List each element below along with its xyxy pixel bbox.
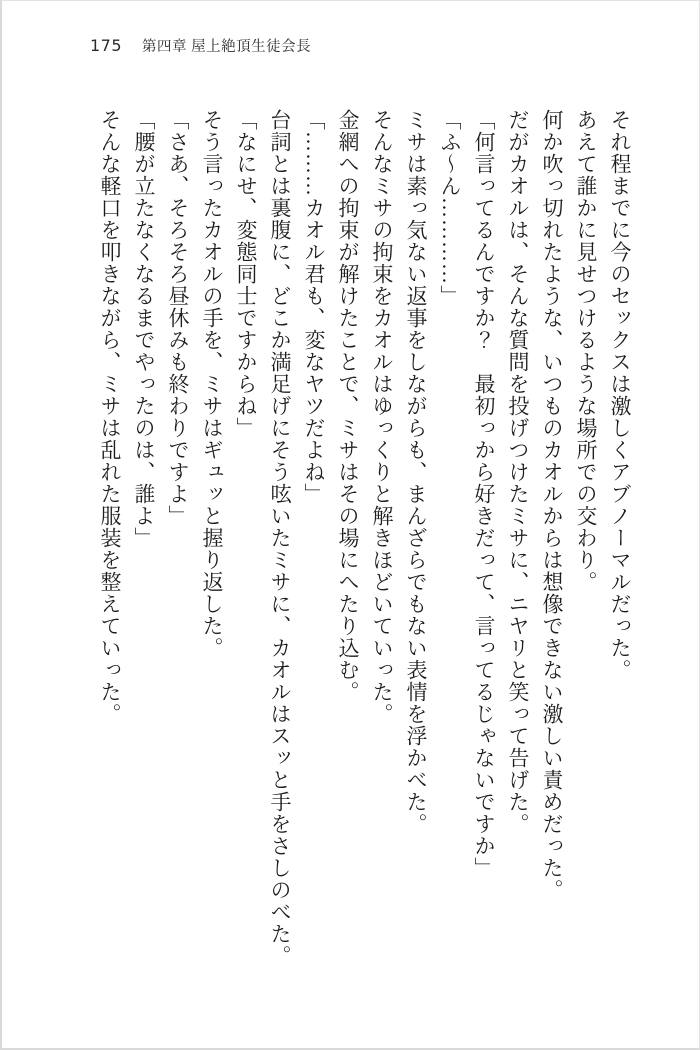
paragraph: 金網への拘束が解けたことで、ミサはその場にへたり込む。 bbox=[336, 109, 360, 703]
paragraph: そんなミサの拘束をカオルはゆっくりと解きほどいていった。 bbox=[370, 109, 394, 725]
paragraph: 「さあ、そろそろ昼休みも終わりですよ」 bbox=[166, 109, 190, 527]
paragraph: そう言ったカオルの手を、ミサはギュッと握り返した。 bbox=[200, 109, 224, 659]
paragraph: 「………カオル君も、変なヤツだよね」 bbox=[302, 109, 326, 505]
paragraph: 「なにせ、変態同士ですからね」 bbox=[234, 109, 258, 439]
paragraph: 「腰が立たなくなるまでやったのは、誰よ」 bbox=[132, 109, 156, 549]
page-header bbox=[90, 35, 311, 56]
paragraph: 「何言ってるんですか？ 最初っから好きだって、言ってるじゃないですか」 bbox=[472, 109, 496, 879]
paragraph: そんな軽口を叩きながら、ミサは乱れた服装を整えていった。 bbox=[98, 109, 122, 725]
paragraph: だがカオルは、そんな質問を投げつけたミサに、ニヤリと笑って告げた。 bbox=[506, 109, 530, 835]
paragraph: それ程までに今のセックスは激しくアブノーマルだった。 bbox=[608, 109, 632, 681]
paragraph: 「ふ～ん…………」 bbox=[438, 109, 462, 307]
paragraph: 台詞とは裏腹に、どこか満足げにそう呟いたミサに、カオルはスッと手をさしのべた。 bbox=[268, 109, 292, 967]
body-text bbox=[93, 109, 637, 989]
paragraph: あえて誰かに見せつけるような場所での交わり。 bbox=[574, 109, 598, 593]
paragraph: 何か吹っ切れたような、いつものカオルからは想像できない激しい責めだった。 bbox=[540, 109, 564, 901]
paragraph: ミサは素っ気ない返事をしながらも、まんざらでもない表情を浮かべた。 bbox=[404, 109, 428, 835]
page-number: 175 bbox=[90, 36, 123, 55]
chapter-title: 第四章 屋上絶頂生徒会長 bbox=[142, 39, 312, 55]
